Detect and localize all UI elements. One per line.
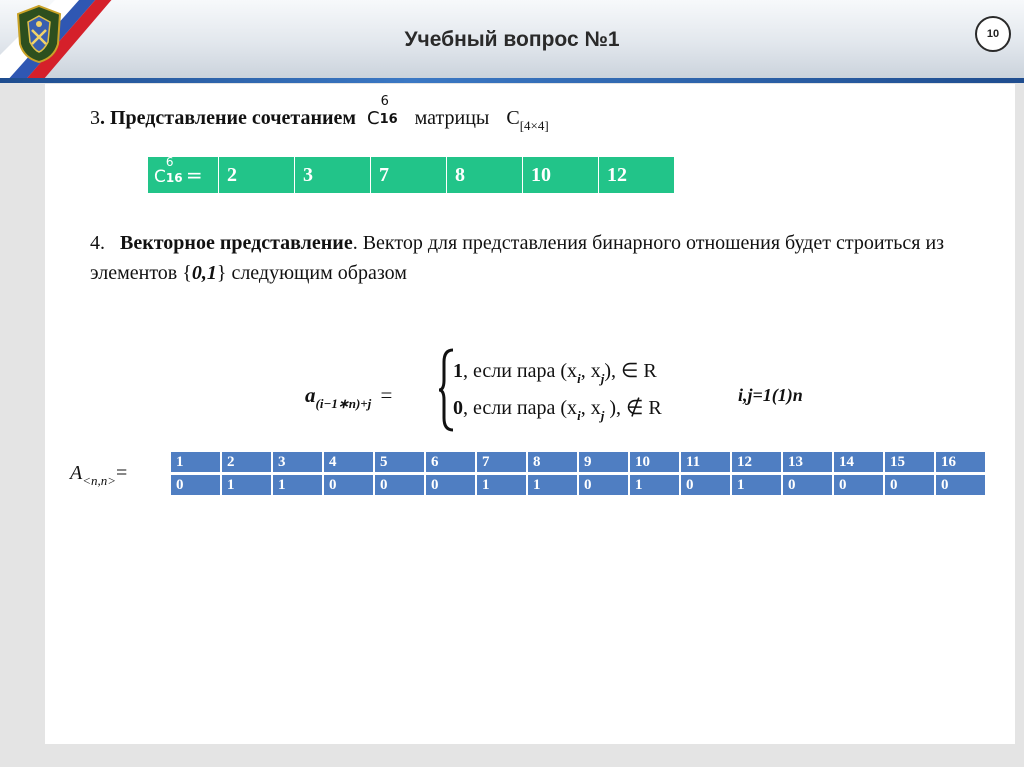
- combination-value: 3: [295, 157, 371, 194]
- case1-mid: , x: [580, 360, 601, 382]
- combination-value: 8: [447, 157, 523, 194]
- section3-matrix-c: C: [506, 107, 520, 129]
- vector-label: [70, 462, 128, 488]
- vector-value-cell: 0: [936, 475, 985, 495]
- formula-lhs-sub: (i−1∗n)+j: [315, 396, 372, 411]
- vector-index-cell: 16: [936, 452, 985, 472]
- section4-paragraph: [90, 228, 990, 288]
- vector-index-cell: 10: [630, 452, 679, 472]
- vector-value-cell: 0: [375, 475, 424, 495]
- vector-value-cell: 1: [477, 475, 526, 495]
- vector-index-cell: 4: [324, 452, 373, 472]
- combination-value: 7: [371, 157, 447, 194]
- vector-table: [169, 449, 987, 498]
- header-divider: [0, 78, 1024, 83]
- combination-table: [147, 156, 675, 194]
- section4-text1: . Вектор для представления бинарного отношения будет строиться из элементов {: [90, 232, 945, 284]
- vector-index-cell: 2: [222, 452, 271, 472]
- section3-sub: 16: [379, 112, 398, 127]
- formula-lhs-a: a: [305, 383, 316, 407]
- vector-index-cell: 15: [885, 452, 934, 472]
- case2-mid: , x: [580, 397, 601, 419]
- vector-value-cell: 0: [783, 475, 832, 495]
- vector-value-row: [171, 475, 985, 495]
- case2-end: ), ∉ R: [604, 397, 662, 419]
- section3-rest: матрицы: [414, 107, 490, 129]
- vector-value-cell: 0: [171, 475, 220, 495]
- section3-c: C: [367, 108, 380, 129]
- combination-label: [148, 154, 219, 194]
- vector-value-cell: 0: [324, 475, 373, 495]
- combination-label-c: C: [154, 166, 166, 187]
- combination-value: 10: [523, 157, 599, 194]
- combination-value: 12: [599, 157, 675, 194]
- header-bar: [0, 0, 1024, 78]
- case2-value: 0: [453, 397, 463, 419]
- case1-value: 1: [453, 360, 463, 382]
- vector-index-cell: 14: [834, 452, 883, 472]
- section4-text2: } следующим образом: [216, 262, 407, 284]
- vector-index-cell: 7: [477, 452, 526, 472]
- vector-index-cell: 6: [426, 452, 475, 472]
- case2-text: , если пара (x: [463, 397, 578, 419]
- section3-number: 3: [90, 107, 100, 129]
- vector-index-cell: 3: [273, 452, 322, 472]
- section4-title: Векторное представление: [120, 232, 353, 254]
- formula-lhs: [305, 383, 393, 411]
- case1-j: j: [600, 371, 605, 386]
- vector-index-cell: 8: [528, 452, 577, 472]
- vector-value-cell: 0: [834, 475, 883, 495]
- vector-value-cell: 0: [579, 475, 628, 495]
- page-number-badge: 10: [975, 16, 1011, 52]
- vector-index-cell: 5: [375, 452, 424, 472]
- vector-value-cell: 0: [681, 475, 730, 495]
- vector-label-a: A: [70, 462, 83, 484]
- combination-value: 2: [219, 157, 295, 194]
- vector-index-cell: 13: [783, 452, 832, 472]
- vector-label-sub: <n,n>: [82, 473, 117, 488]
- vector-value-cell: 0: [426, 475, 475, 495]
- case1-i: i: [577, 371, 581, 386]
- vector-index-cell: 9: [579, 452, 628, 472]
- section3-title: . Представление сочетанием: [100, 107, 357, 129]
- section3-heading: [90, 94, 549, 133]
- vector-index-row: [171, 452, 985, 472]
- combination-label-sup: 6: [165, 154, 174, 169]
- formula-case-1: [453, 358, 657, 386]
- combination-label-sub: 16: [165, 170, 183, 185]
- section3-sup: 6: [380, 94, 389, 109]
- vector-index-cell: 1: [171, 452, 220, 472]
- vector-value-cell: 0: [885, 475, 934, 495]
- vector-index-cell: 12: [732, 452, 781, 472]
- formula-case-2: [453, 395, 662, 423]
- formula-range: i,j=1(1)n: [738, 385, 803, 405]
- formula-eq: =: [380, 383, 393, 407]
- section4-number: 4.: [90, 232, 105, 254]
- page-title: Учебный вопрос №1: [404, 28, 620, 51]
- vector-value-cell: 1: [222, 475, 271, 495]
- case2-j: j: [600, 408, 605, 423]
- combination-label-eq: =: [185, 162, 203, 187]
- section4-set: 0,1: [191, 262, 217, 284]
- case1-text: , если пара (x: [463, 360, 578, 382]
- case1-end: ), ∈ R: [604, 360, 657, 382]
- vector-value-cell: 1: [630, 475, 679, 495]
- case2-i: i: [577, 408, 581, 423]
- section3-matrix-sub: [4×4]: [519, 118, 549, 133]
- vector-value-cell: 1: [273, 475, 322, 495]
- vector-value-cell: 1: [732, 475, 781, 495]
- vector-index-cell: 11: [681, 452, 730, 472]
- vector-label-eq: =: [116, 462, 128, 484]
- vector-value-cell: 1: [528, 475, 577, 495]
